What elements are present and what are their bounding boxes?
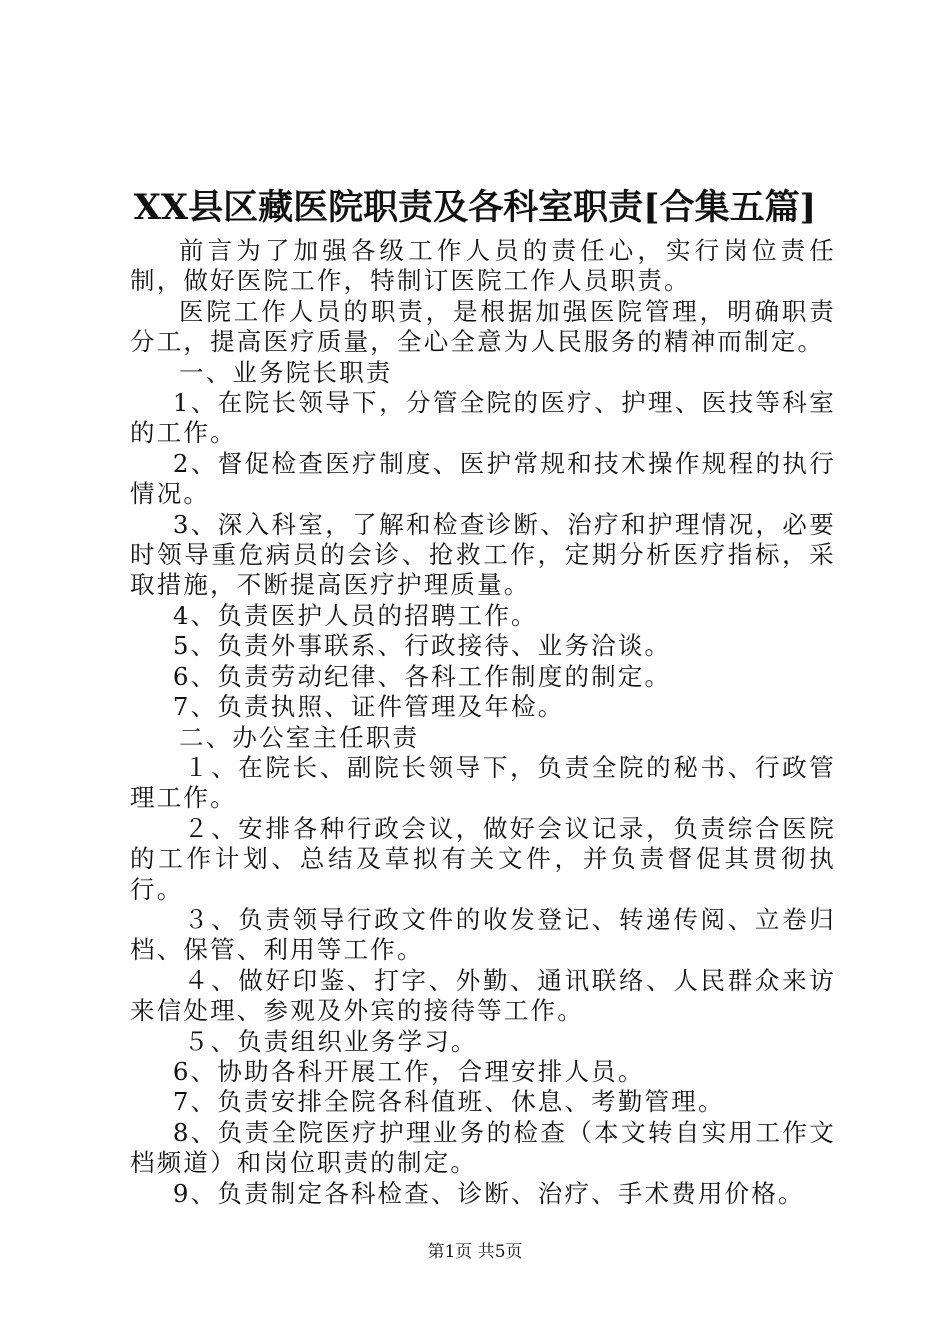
list-item: 1、在院长领导下，分管全院的医疗、护理、医技等科室的工作。 (130, 388, 836, 448)
list-item: 2、督促检查医疗制度、医护常规和技术操作规程的执行情况。 (130, 448, 836, 509)
list-item: 7、负责安排全院各科值班、休息、考勤管理。 (172, 1087, 725, 1117)
list-item: ３、负责领导行政文件的收发登记、转递传阅、立卷归档、保管、利用等工作。 (130, 904, 836, 965)
paragraph: 前言为了加强各级工作人员的责任心，实行岗位责任制，做好医院工作，特制订医院工作人员职责。 (130, 236, 836, 296)
list-item: 6、负责劳动纪律、各科工作制度的制定。 (172, 661, 672, 691)
list-item: 8、负责全院医疗护理业务的检查（本文转自实用工作文档频道）和岗位职责的制定。 (130, 1117, 836, 1178)
page-title: XX县区藏医院职责及各科室职责[合集五篇] (133, 187, 817, 228)
page-footer: 第1页 共5页 (427, 1242, 523, 1262)
paragraph: 医院工作人员的职责，是根据加强医院管理，明确职责分工，提高医疗质量，全心全意为人民服务的精神而制定。 (130, 296, 836, 357)
section-heading: 二、办公室主任职责 (179, 722, 420, 752)
list-item: 9、负责制定各科检查、诊断、治疗、手术费用价格。 (172, 1178, 805, 1208)
list-item: １、在院长、副院长领导下，负责全院的秘书、行政管理工作。 (130, 752, 836, 813)
list-item: ４、做好印鉴、打字、外勤、通讯联络、人民群众来访来信处理、参观及外宾的接待等工作。 (130, 965, 836, 1026)
list-item: 7、负责执照、证件管理及年检。 (172, 692, 565, 722)
list-item: 6、协助各科开展工作，合理安排人员。 (172, 1056, 645, 1086)
list-item: ２、安排各种行政会议，做好会议记录，负责综合医院的工作计划、总结及草拟有关文件，并负责督促其贯彻执行。 (130, 813, 836, 904)
list-item: 3、深入科室，了解和检查诊断、治疗和护理情况，必要时领导重危病员的会诊、抢救工作，定期分析医疗指标，采取措施，不断提高医疗护理质量。 (130, 509, 836, 600)
list-item: 4、负责医护人员的招聘工作。 (172, 600, 538, 630)
document-body (130, 236, 836, 1209)
section-heading: 一、业务院长职责 (179, 357, 393, 387)
list-item: 5、负责外事联系、行政接待、业务洽谈。 (172, 631, 672, 661)
list-item: ５、负责组织业务学习。 (183, 1026, 478, 1056)
